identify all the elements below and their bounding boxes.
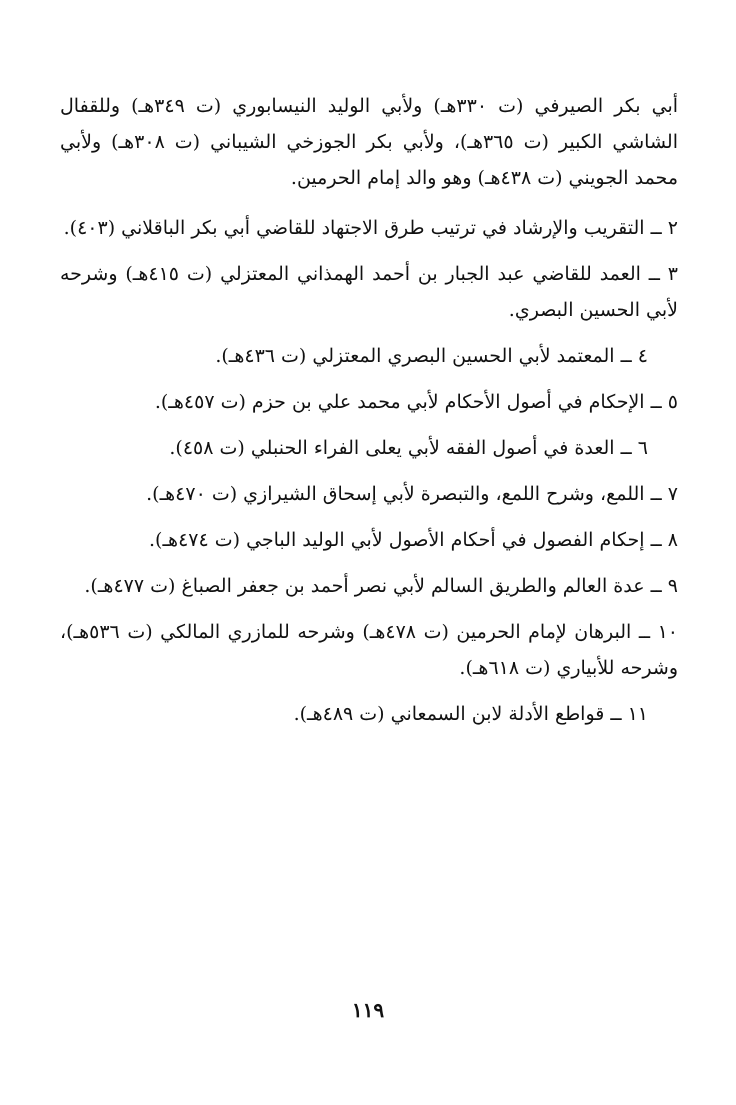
list-item-11: ١١ ــ قواطع الأدلة لابن السمعاني (ت ٤٨٩هـ). xyxy=(293,703,648,725)
list-item-10: ١٠ ــ البرهان لإمام الحرمين (ت ٤٧٨هـ) وشرحه للمازري المالكي (ت ٥٣٦هـ)، وشرحه للأبياري (ت ٦١٨هـ). xyxy=(60,621,678,679)
list-item-9: ٩ ــ عدة العالم والطريق السالم لأبي نصر أحمد بن جعفر الصباغ (ت ٤٧٧هـ). xyxy=(84,575,678,597)
list-item-8: ٨ ــ إحكام الفصول في أحكام الأصول لأبي الوليد الباجي (ت ٤٧٤هـ). xyxy=(149,529,678,551)
list-item-3: ٣ ــ العمد للقاضي عبد الجبار بن أحمد الهمذاني المعتزلي (ت ٤١٥هـ) وشرحه لأبي الحسين البصري. xyxy=(60,263,678,321)
list-item-4: ٤ ــ المعتمد لأبي الحسين البصري المعتزلي (ت ٤٣٦هـ). xyxy=(215,345,648,367)
list-item-7: ٧ ــ اللمع، وشرح اللمع، والتبصرة لأبي إسحاق الشيرازي (ت ٤٧٠هـ). xyxy=(146,483,678,505)
list-item-5: ٥ ــ الإحكام في أصول الأحكام لأبي محمد علي بن حزم (ت ٤٥٧هـ). xyxy=(154,391,678,413)
list-item-6: ٦ ــ العدة في أصول الفقه لأبي يعلى الفراء الحنبلي (ت ٤٥٨). xyxy=(169,437,648,459)
paragraph-continuation: أبي بكر الصيرفي (ت ٣٣٠هـ) ولأبي الوليد النيسابوري (ت ٣٤٩هـ) وللقفال الشاشي الكبير (ت ٣٦٥هـ)، ولأبي بكر الجوزخي الشيباني (ت ٣٠٨هـ) ولأبي محمد الجويني (ت ٤٣٨هـ) وهو والد إمام الحرمين. xyxy=(60,95,679,189)
page-number: ١١٩ xyxy=(351,998,385,1022)
page-body xyxy=(60,88,678,742)
list-item-2: ٢ ــ التقريب والإرشاد في ترتيب طرق الاجتهاد للقاضي أبي بكر الباقلاني (٤٠٣). xyxy=(63,217,678,239)
